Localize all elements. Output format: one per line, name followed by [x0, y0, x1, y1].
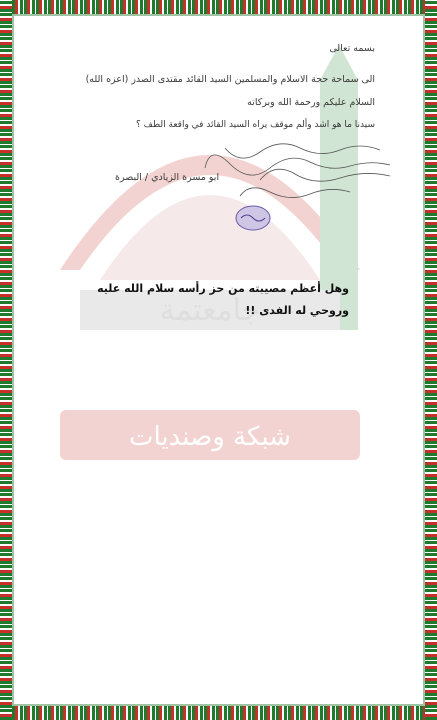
border-right	[425, 0, 437, 720]
printed-reply	[97, 278, 349, 322]
inner-border-right	[423, 14, 425, 706]
addressee-line: الى سماحة حجة الاسلام والمسلمين السيد القائد مقتدى الصدر (اعزه الله)	[85, 74, 375, 85]
svg-text:شبكة وصنديات: شبكة وصنديات	[129, 422, 291, 452]
border-bottom	[0, 706, 437, 720]
question-line: سيدنا ما هو اشد وألم موقف يراه السيد القائد في واقعة الطف ؟	[136, 120, 375, 130]
basmala-line: بسمه تعالى	[329, 43, 375, 54]
reply-line-2: وروحي له الفدى !!	[245, 304, 349, 317]
greeting-line: السلام عليكم ورحمة الله وبركاته	[247, 97, 375, 108]
inner-border-left	[12, 14, 14, 706]
inner-border-bottom	[12, 704, 425, 706]
border-top	[0, 0, 437, 14]
svg-text:جامعتمة: جامعتمة	[159, 293, 261, 328]
border-left	[0, 0, 12, 720]
seal-stamp	[235, 205, 271, 231]
inner-border-top	[12, 14, 425, 16]
handwritten-reply-signature	[200, 140, 400, 230]
reply-line-1: وهل أعظم مصيبته من حز رأسه سلام الله عليه	[97, 282, 349, 295]
signer-line: ابو مسرة الزيادي / البصرة	[115, 172, 220, 183]
